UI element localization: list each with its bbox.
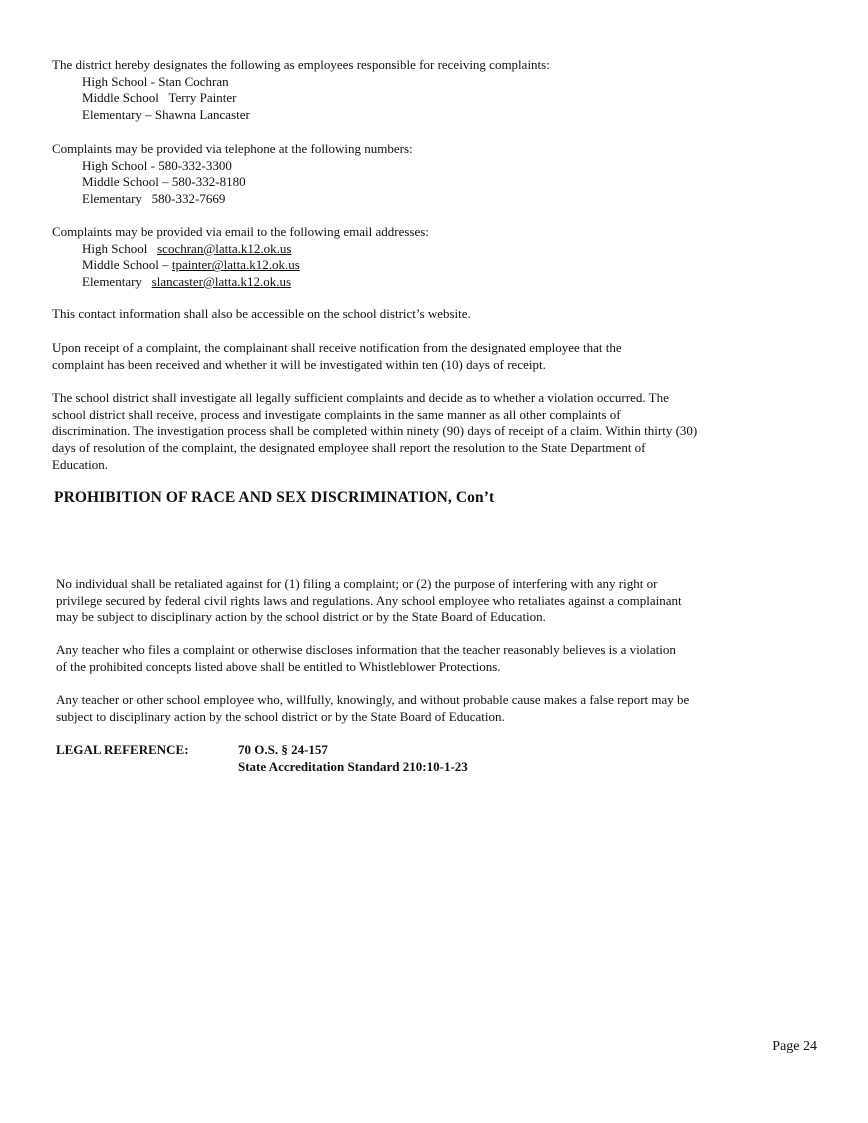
paragraph-text: No individual shall be retaliated against for (1) filing a complaint; or (2) the purpose of interfering with any right or privilege secured by federal civil rights laws and regulations. Any school employee who retaliates against a complainant may be subject to disciplinary action by the school district or by the State Board of Education. (56, 576, 682, 625)
school-name: Elementary (82, 107, 142, 123)
legal-reference-label: LEGAL REFERENCE: (56, 742, 189, 757)
retaliation-paragraph (56, 576, 706, 626)
email-link[interactable]: scochran@latta.k12.ok.us (157, 240, 292, 256)
list-item (82, 191, 702, 208)
school-name: High School (82, 240, 148, 256)
school-name: High School (82, 157, 148, 173)
phones-list (52, 158, 702, 208)
designees-intro: The district hereby designates the following as employees responsible for receiving complaints: (52, 57, 550, 72)
school-name: Elementary (82, 191, 142, 207)
separator: – (141, 107, 155, 123)
email-link[interactable]: tpainter@latta.k12.ok.us (171, 257, 300, 273)
designee-name: Shawna Lancaster (154, 107, 250, 123)
paragraph-text: Upon receipt of a complaint, the complainant shall receive notification from the designated employee that the complaint has been received and whether it will be investigated within ten (10) days of receipt. (52, 340, 622, 372)
paragraph-text: The school district shall investigate all legally sufficient complaints and decide as to whether a violation occurred. The school district shall receive, process and investigate complaints in the same manner as all other complaints of discrimination. The investigation process shall be completed within ninety (90) days of receipt of a claim. Within thirty (30) days of resolution of the complaint, the designated employee shall report the resolution to the State Department of Education. (52, 390, 698, 472)
separator (142, 274, 152, 289)
emails-intro: Complaints may be provided via email to the following email addresses: (52, 224, 429, 239)
paragraph-text: Any teacher who files a complaint or otherwise discloses information that the teacher reasonably believes is a violation of the prohibited concepts listed above shall be entitled to Whistleblower Protections. (56, 642, 676, 674)
list-item (82, 107, 702, 124)
investigation-paragraph (52, 390, 702, 474)
separator: - (147, 157, 159, 173)
list-item (82, 257, 702, 274)
whistleblower-paragraph (56, 642, 676, 675)
school-name: Elementary (82, 274, 142, 290)
phone-number: 580-332-3300 (158, 157, 232, 173)
phone-number: 580-332-8180 (171, 174, 246, 190)
separator (142, 191, 152, 206)
false-report-paragraph (56, 692, 706, 725)
receipt-paragraph (52, 340, 672, 373)
email-link[interactable]: slancaster@latta.k12.ok.us (151, 274, 292, 290)
list-item (82, 74, 702, 91)
emails-list (52, 241, 702, 291)
phone-number: 580-332-7669 (151, 191, 226, 207)
separator (147, 241, 157, 256)
legal-reference-list (238, 742, 638, 775)
separator (159, 90, 169, 105)
list-item (82, 158, 702, 175)
designees-section (52, 57, 702, 124)
school-name: Middle School (82, 90, 159, 106)
paragraph-text: Any teacher or other school employee who, willfully, knowingly, and without probable cause makes a false report may be subject to disciplinary action by the school district or by the State Board of Education. (56, 692, 690, 724)
designee-name: Stan Cochran (158, 73, 229, 89)
school-name: Middle School (82, 174, 159, 190)
separator: – (158, 174, 172, 190)
section-heading: PROHIBITION OF RACE AND SEX DISCRIMINATION, Con’t (54, 489, 495, 506)
school-name: High School (82, 73, 148, 89)
emails-section (52, 224, 702, 291)
list-item (82, 241, 702, 258)
phones-intro: Complaints may be provided via telephone at the following numbers: (52, 141, 413, 156)
separator: – (158, 257, 172, 273)
legal-reference-item: State Accreditation Standard 210:10-1-23 (238, 758, 468, 774)
legal-reference-item: 70 O.S. § 24-157 (238, 742, 328, 757)
list-item (82, 174, 702, 191)
designees-list (52, 74, 702, 124)
separator: - (147, 73, 159, 89)
phones-section (52, 141, 702, 208)
website-paragraph (52, 306, 702, 323)
school-name: Middle School (82, 257, 159, 273)
designee-name: Terry Painter (168, 90, 237, 106)
paragraph-text: This contact information shall also be accessible on the school district’s website. (52, 306, 471, 321)
page-number: Page 24 (772, 1039, 817, 1054)
list-item (82, 274, 702, 291)
list-item (82, 90, 702, 107)
